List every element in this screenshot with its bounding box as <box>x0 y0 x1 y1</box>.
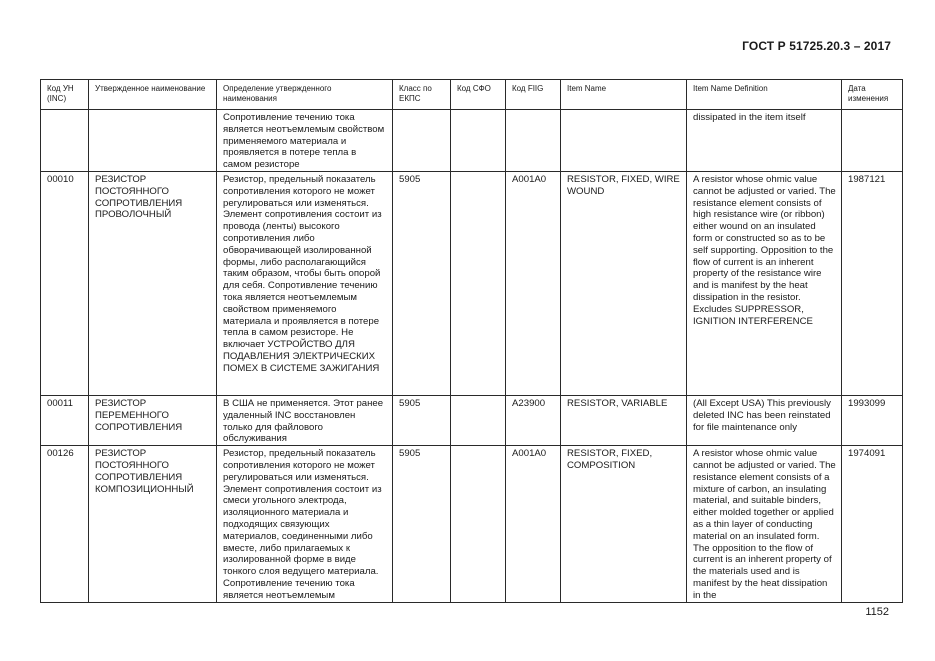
document-code: ГОСТ Р 51725.20.3 – 2017 <box>742 39 891 53</box>
cell-definition: Сопротивление течению тока является неотъемлемым свойством применяемого материала и проявляется в потере тепла в самом резисторе <box>217 110 393 172</box>
cell-change-date <box>842 110 903 172</box>
table-row <box>41 446 903 602</box>
cell-change-date: 1987121 <box>842 171 903 395</box>
cell-item-name: RESISTOR, FIXED, WIRE WOUND <box>561 171 687 395</box>
cell-change-date: 1974091 <box>842 446 903 602</box>
cell-approved-name: РЕЗИСТОР ПЕРЕМЕННОГО СОПРОТИВЛЕНИЯ <box>89 395 217 445</box>
cell-fiig-code: A23900 <box>506 395 561 445</box>
cell-inc: 00011 <box>41 395 89 445</box>
cell-ekps-class <box>393 110 451 172</box>
cell-ekps-class: 5905 <box>393 171 451 395</box>
cell-sfo-code <box>451 110 506 172</box>
column-header-fiig-code: Код FIIG <box>506 80 561 110</box>
column-header-inc: Код УН (INC) <box>41 80 89 110</box>
cell-item-definition: A resistor whose ohmic value cannot be adjusted or varied. The resistance element consists of a mixture of carbon, an insulating material, and suitable binders, either molded together or applied as a thin layer of conducting material on an insulated form. The opposition to the flow of current is an inherent property of the materials used and is manifest by the heat dissipation in the <box>687 446 842 602</box>
cell-inc: 00126 <box>41 446 89 602</box>
cell-change-date: 1993099 <box>842 395 903 445</box>
cell-fiig-code: A001A0 <box>506 171 561 395</box>
column-header-approved-name: Утвержденное наименование <box>89 80 217 110</box>
cell-approved-name <box>89 110 217 172</box>
column-header-item-name: Item Name <box>561 80 687 110</box>
column-header-change-date: Дата изменения <box>842 80 903 110</box>
table-row <box>41 110 903 172</box>
cell-approved-name: РЕЗИСТОР ПОСТОЯННОГО СОПРОТИВЛЕНИЯ КОМПОЗИЦИОННЫЙ <box>89 446 217 602</box>
table-row <box>41 171 903 395</box>
cell-fiig-code <box>506 110 561 172</box>
cell-definition: В США не применяется. Этот ранее удаленный INC восстановлен только для файлового обслуживания <box>217 395 393 445</box>
table-header-row <box>41 80 903 110</box>
column-header-ekps-class: Класс по ЕКПС <box>393 80 451 110</box>
cell-item-definition: (All Except USA) This previously deleted INC has been reinstated for file maintenance only <box>687 395 842 445</box>
cell-item-definition: A resistor whose ohmic value cannot be adjusted or varied. The resistance element consists of high resistance wire (or ribbon) either wound on an insulated form or constructed so as to be self supporting. Opposition to the flow of current is an inherent property of the resistance wire and is manifest by the heat dissipation in the resistor. Excludes SUPPRESSOR, IGNITION INTERFERENCE <box>687 171 842 395</box>
cell-item-name <box>561 110 687 172</box>
cell-fiig-code: A001A0 <box>506 446 561 602</box>
cell-ekps-class: 5905 <box>393 446 451 602</box>
cell-approved-name: РЕЗИСТОР ПОСТОЯННОГО СОПРОТИВЛЕНИЯ ПРОВОЛОЧНЫЙ <box>89 171 217 395</box>
cell-sfo-code <box>451 171 506 395</box>
cell-definition: Резистор, предельный показатель сопротивления которого не может регулироваться или изменяться. Элемент сопротивления состоит из смеси угольного электрода, изоляционного материала и подходящих связующих материалов, соединенными либо вместе, либо прилагаемых к изолированной форме в виде тонкого слоя ведущего материала. Сопротивление течению тока является неотъемлемым <box>217 446 393 602</box>
cell-item-name: RESISTOR, VARIABLE <box>561 395 687 445</box>
column-header-item-definition: Item Name Definition <box>687 80 842 110</box>
cell-ekps-class: 5905 <box>393 395 451 445</box>
column-header-sfo-code: Код СФО <box>451 80 506 110</box>
table-row <box>41 395 903 445</box>
cell-item-name: RESISTOR, FIXED, COMPOSITION <box>561 446 687 602</box>
cell-item-definition: dissipated in the item itself <box>687 110 842 172</box>
page-number: 1152 <box>865 606 889 618</box>
cell-sfo-code <box>451 446 506 602</box>
cell-inc: 00010 <box>41 171 89 395</box>
cell-inc <box>41 110 89 172</box>
cell-sfo-code <box>451 395 506 445</box>
cell-definition: Резистор, предельный показатель сопротивления которого не может регулироваться или изменяться. Элемент сопротивления состоит из провода (ленты) высокого сопротивления либо обворачивающей изолированной формы, либо располагающийся таким образом, чтобы быть опорой для себя. Сопротивление течению тока является неотъемлемым свойством применяемого материала и проявляется в потере тепла в самом резисторе. Не включает УСТРОЙСТВО ДЛЯ ПОДАВЛЕНИЯ ЭЛЕКТРИЧЕСКИХ ПОМЕХ В СИСТЕМЕ ЗАЖИГАНИЯ <box>217 171 393 395</box>
column-header-definition: Определение утвержденного наименования <box>217 80 393 110</box>
inc-table <box>40 79 903 603</box>
